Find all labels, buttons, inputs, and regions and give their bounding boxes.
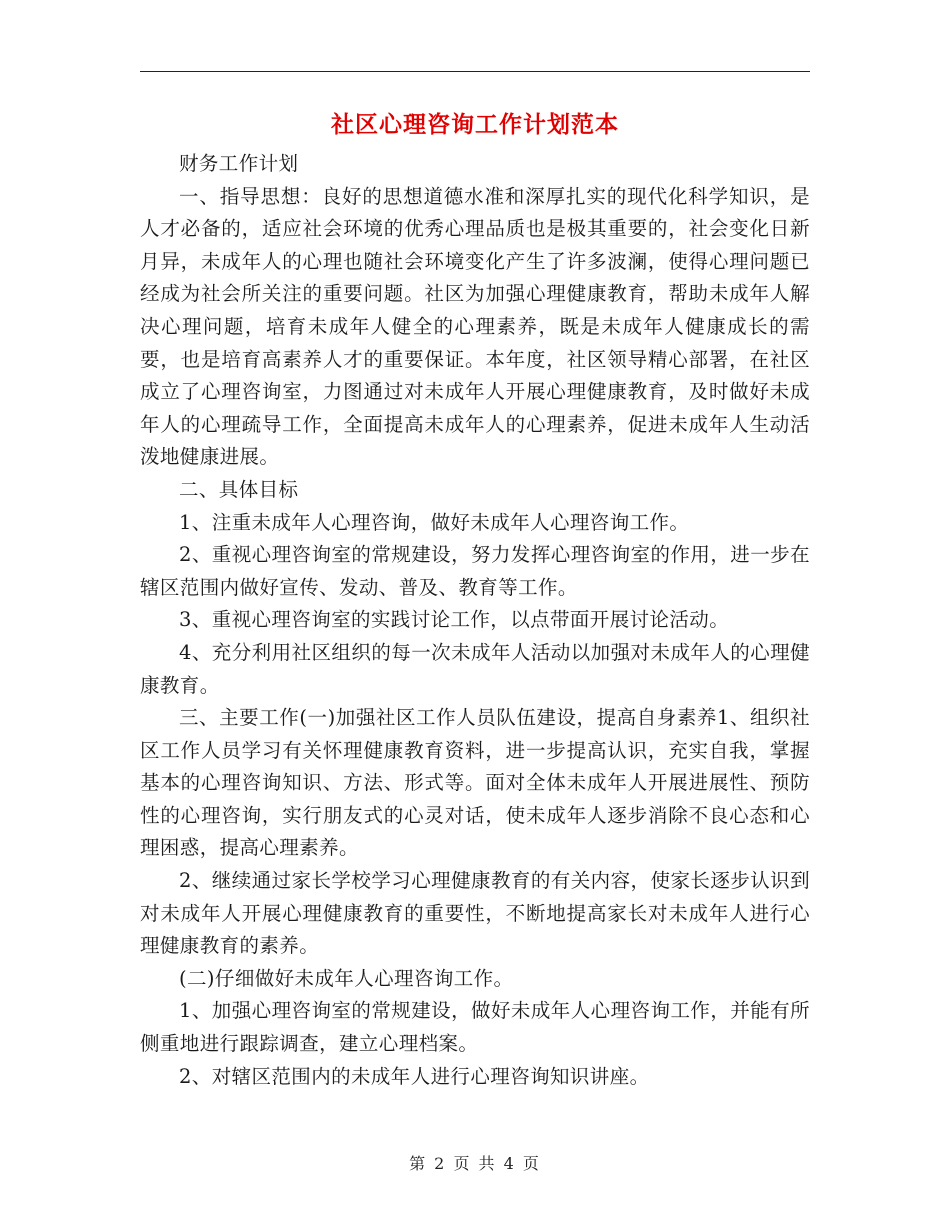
paragraph: 一、指导思想：良好的思想道德水准和深厚扎实的现代化科学知识，是人才必备的，适应社会环境的优秀心理品质也是极其重要的，社会变化日新月异，未成年人的心理也随社会环境变化产生了许多波澜，使得心理问题已经成为社会所关注的重要问题。社区为加强心理健康教育，帮助未成年人解决心理问题，培育未成年人健全的心理素养，既是未成年人健康成长的需要，也是培育高素养人才的重要保证。本年度，社区领导精心部署，在社区成立了心理咨询室，力图通过对未成年人开展心理健康教育，及时做好未成年人的心理疏导工作，全面提高未成年人的心理素养，促进未成年人生动活泼地健康进展。 bbox=[140, 184, 810, 469]
document-body bbox=[140, 148, 810, 1093]
paragraph: (二)仔细做好未成年人心理咨询工作。 bbox=[179, 966, 514, 990]
header-rule bbox=[140, 71, 810, 72]
paragraph: 3、重视心理咨询室的实践讨论工作，以点带面开展讨论活动。 bbox=[179, 608, 730, 632]
document-title: 社区心理咨询工作计划范本 bbox=[331, 111, 619, 138]
paragraph: 4、充分利用社区组织的每一次未成年人活动以加强对未成年人的心理健康教育。 bbox=[140, 640, 810, 697]
paragraph: 二、具体目标 bbox=[179, 477, 299, 501]
paragraph: 1、注重未成年人心理咨询，做好未成年人心理咨询工作。 bbox=[179, 510, 690, 534]
paragraph: 三、主要工作(一)加强社区工作人员队伍建设，提高自身素养1、组织社区工作人员学习有关怀理健康教育资料，进一步提高认识，充实自我，掌握基本的心理咨询知识、方法、形式等。面对全体未成年人开展进展性、预防性的心理咨询，实行朋友式的心灵对话，使未成年人逐步消除不良心态和心理困惑，提高心理素养。 bbox=[140, 706, 810, 860]
paragraph: 2、继续通过家长学校学习心理健康教育的有关内容，使家长逐步认识到对未成年人开展心理健康教育的重要性，不断地提高家长对未成年人进行心理健康教育的素养。 bbox=[140, 869, 810, 958]
paragraph: 财务工作计划 bbox=[179, 152, 299, 175]
paragraph: 2、对辖区范围内的未成年人进行心理咨询知识讲座。 bbox=[179, 1064, 650, 1088]
paragraph: 2、重视心理咨询室的常规建设，努力发挥心理咨询室的作用，进一步在辖区范围内做好宣传、发动、普及、教育等工作。 bbox=[140, 543, 810, 599]
paragraph: 1、加强心理咨询室的常规建设，做好未成年人心理咨询工作，并能有所侧重地进行跟踪调查，建立心理档案。 bbox=[140, 999, 810, 1056]
page-number-footer: 第 2 页 共 4 页 bbox=[409, 1154, 541, 1173]
